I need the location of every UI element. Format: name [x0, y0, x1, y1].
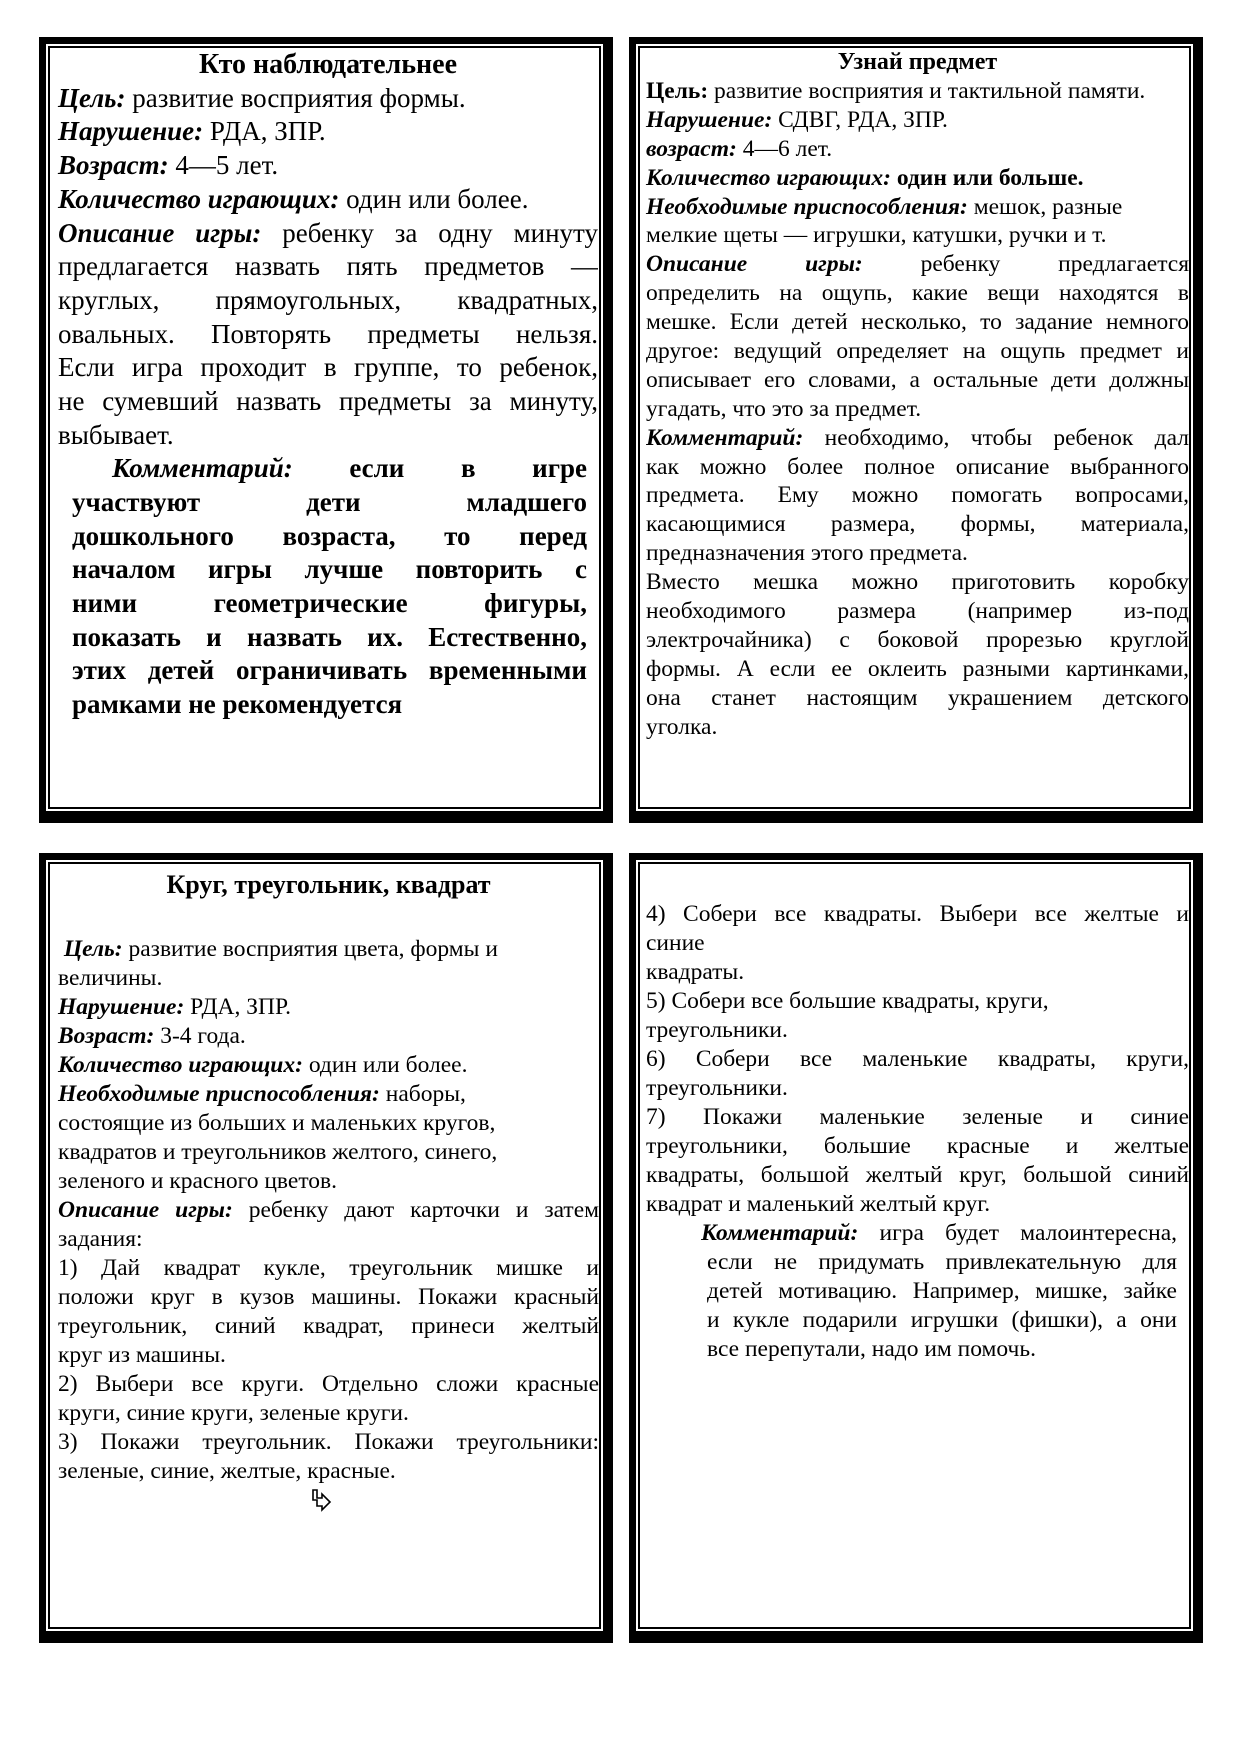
text-line [58, 1051, 599, 1080]
game-card-shapes [39, 853, 613, 1643]
text-run: круглых, прямоугольных, квадратных, [58, 284, 598, 315]
text-run: один или более. [302, 1052, 468, 1078]
comment-line [707, 1335, 1177, 1364]
comment-line [72, 688, 587, 722]
text-line [58, 1428, 599, 1457]
text-line [646, 221, 1189, 250]
text-run: и кукле подарили игрушки (фишки), а они [707, 1307, 1177, 1333]
text-run: если не придумать привлекательную для [707, 1249, 1177, 1275]
text-run: все перепутали, надо им помочь. [707, 1336, 1036, 1362]
comment-line [72, 486, 587, 520]
text-run: не сумевший назвать предметы за минуту, [58, 385, 598, 416]
text-run: уголка. [646, 713, 718, 740]
text-line [646, 135, 1189, 164]
text-run: рамками не рекомендуется [72, 689, 403, 720]
text-run: этих детей ограничивать временными [72, 655, 587, 686]
text-line [646, 1190, 1189, 1219]
text-line [646, 568, 1189, 597]
text-run: ребенку предлагается [862, 251, 1189, 278]
text-run: состоящие из больших и маленьких кругов, [58, 1110, 496, 1136]
text-run: один или больше. [890, 164, 1084, 191]
text-line [58, 217, 598, 251]
text-line [646, 106, 1189, 135]
text-line [646, 1074, 1189, 1103]
field-label: Нарушение: [58, 116, 204, 147]
text-run: 3) Покажи треугольник. Покажи треугольники: [58, 1429, 599, 1455]
field-label: Описание игры: [58, 1197, 233, 1223]
text-run: ними геометрические фигуры, [72, 588, 587, 619]
text-line [646, 250, 1189, 279]
text-run: 5) Собери все большие квадраты, круги, [646, 988, 1049, 1014]
text-line [58, 284, 598, 318]
text-run: началом игры лучше повторить с [72, 554, 587, 585]
text-run: игра будет малоинтересна, [858, 1220, 1177, 1246]
comment-line [72, 587, 587, 621]
text-line [646, 1132, 1189, 1161]
text-line [58, 1225, 599, 1254]
game-card-observant [39, 37, 613, 823]
text-line [58, 385, 598, 419]
text-run: участвуют дети младшего [72, 487, 587, 518]
field-label: Описание игры: [58, 217, 262, 248]
text-line [58, 935, 599, 964]
text-line [646, 900, 1189, 929]
text-run: 7) Покажи маленькие зеленые и синие [646, 1104, 1189, 1130]
comment-line [72, 621, 587, 655]
text-line [646, 193, 1189, 222]
text-line [58, 964, 599, 993]
text-run: угадать, что это за предмет. [646, 395, 922, 422]
text-line [58, 1196, 599, 1225]
text-run: ребенку дают карточки и затем [232, 1197, 599, 1223]
text-line [646, 1103, 1189, 1132]
card-title: Узнай предмет [837, 49, 998, 75]
text-line [646, 987, 1189, 1016]
text-run: предмета. Ему можно помогать вопросами, [646, 482, 1189, 509]
text-run: Вместо мешка можно приготовить коробку [646, 569, 1189, 596]
text-line [58, 115, 598, 149]
comment-line [72, 520, 587, 554]
text-line [646, 1045, 1189, 1074]
text-run: необходимо, чтобы ребенок дал [803, 424, 1189, 451]
text-run: положи круг в кузов машины. Покажи красный [58, 1284, 599, 1310]
text-line [58, 250, 598, 284]
text-run: предназначения этого предмета. [646, 540, 968, 567]
comment-line [707, 1277, 1177, 1306]
text-line [58, 351, 598, 385]
text-run: овальных. Повторять предметы нельзя. [58, 318, 598, 349]
text-line [646, 597, 1189, 626]
text-run: развитие восприятия и тактильной памяти. [708, 77, 1146, 104]
text-run: треугольник, синий квадрат, принеси желтый [58, 1313, 599, 1339]
field-label: Цель: [63, 936, 123, 962]
text-run: квадрат и маленький желтый круг. [646, 1191, 991, 1217]
card-title: Кто наблюдательнее [198, 49, 458, 80]
text-run: мешке. Если детей несколько, то задание немного [646, 309, 1189, 336]
pointer-arrow-icon [310, 1488, 332, 1512]
text-line [646, 308, 1189, 337]
text-run: 4—6 лет. [736, 135, 833, 162]
text-line [58, 1370, 599, 1399]
text-run: синие [646, 930, 705, 956]
text-line [58, 1312, 599, 1341]
text-run: квадраты. [646, 959, 745, 985]
text-run: детей мотивацию. Например, мишке, зайке [707, 1278, 1177, 1304]
card-title: Круг, треугольник, квадрат [166, 870, 491, 899]
text-line [646, 366, 1189, 395]
text-line [58, 183, 598, 217]
text-line [58, 1167, 599, 1196]
text-run: предлагается назвать пять предметов — [58, 251, 598, 282]
text-run: если в игре [292, 453, 587, 484]
text-run: мешок, разные [967, 193, 1123, 220]
text-line [58, 1254, 599, 1283]
text-run: ребенку за одну минуту [261, 217, 598, 248]
field-label: Цель: [58, 82, 126, 113]
text-run: описывает его словами, а остальные дети должны [646, 366, 1189, 393]
field-label: Количество играющих: [646, 164, 891, 191]
comment-line [72, 452, 587, 486]
text-run: 2) Выбери все круги. Отдельно сложи красные [58, 1371, 599, 1397]
text-line [646, 1016, 1189, 1045]
field-label: Описание игры: [646, 251, 863, 278]
text-run: другое: ведущий определяет на ощупь предмет и [646, 338, 1189, 365]
text-line [58, 1138, 599, 1167]
text-run: треугольники. [646, 1017, 788, 1043]
text-run: 4—5 лет. [168, 150, 279, 181]
text-run: 1) Дай квадрат кукле, треугольник мишке и [58, 1255, 599, 1281]
field-label: Комментарий: [701, 1220, 859, 1246]
text-line [646, 337, 1189, 366]
text-run: развитие восприятия формы. [125, 82, 466, 113]
text-line [58, 1341, 599, 1370]
game-card-shapes-continued [629, 853, 1203, 1643]
text-line [646, 279, 1189, 308]
text-run: зеленые, синие, желтые, красные. [58, 1458, 396, 1484]
text-run: касающимися размера, формы, материала, [646, 511, 1189, 538]
text-run: определить на ощупь, какие вещи находятся в [646, 280, 1189, 307]
text-line [646, 424, 1189, 453]
field-label: Нарушение: [646, 106, 773, 133]
text-line [646, 1161, 1189, 1190]
text-run: наборы, [379, 1081, 466, 1107]
field-label: Количество играющих: [58, 183, 340, 214]
field-label: Комментарий: [646, 424, 804, 451]
text-run: РДА, ЗПР. [184, 994, 291, 1020]
field-label: Нарушение: [58, 994, 185, 1020]
text-line [646, 713, 1189, 742]
field-label: возраст: [646, 135, 737, 162]
text-run: 4) Собери все квадраты. Выбери все желтые и [646, 901, 1189, 927]
comment-line [701, 1219, 1177, 1248]
comment-line [72, 654, 587, 688]
text-run: треугольники, большие красные и желтые [646, 1133, 1189, 1159]
text-run: СДВГ, РДА, ЗПР. [772, 106, 948, 133]
text-line [646, 929, 1189, 958]
text-line [58, 1022, 599, 1051]
comment-line [72, 553, 587, 587]
text-run: выбывает. [58, 419, 174, 450]
text-line [646, 510, 1189, 539]
field-label: Необходимые приспособления: [58, 1081, 380, 1107]
text-run: 6) Собери все маленькие квадраты, круги, [646, 1046, 1189, 1072]
text-run: квадраты, большой желтый круг, большой синий [646, 1162, 1189, 1188]
field-label: Необходимые приспособления: [646, 193, 968, 220]
text-run: показать и назвать их. Естественно, [72, 621, 587, 652]
text-run: величины. [58, 965, 163, 991]
text-run: РДА, ЗПР. [203, 116, 326, 147]
text-run: один или более. [339, 183, 529, 214]
text-run: треугольники. [646, 1075, 788, 1101]
text-line [58, 1399, 599, 1428]
text-run: 3-4 года. [154, 1023, 246, 1049]
text-line [58, 993, 599, 1022]
text-line [58, 82, 598, 116]
text-line [646, 395, 1189, 424]
text-line [646, 77, 1189, 106]
text-run: развитие восприятия цвета, формы и [122, 936, 498, 962]
text-line [646, 481, 1189, 510]
text-run: электрочайника) с боковой прорезью круглой [646, 626, 1189, 653]
text-run: задания: [58, 1226, 143, 1252]
field-label: Возраст: [58, 150, 169, 181]
field-label: Количество играющих: [58, 1052, 303, 1078]
text-line [646, 164, 1189, 193]
text-run: формы. А если ее оклеить разными картинками, [646, 655, 1189, 682]
text-line [58, 1457, 599, 1486]
text-run: Если игра проходит в группе, то ребенок, [58, 352, 598, 383]
text-line [646, 626, 1189, 655]
text-line [646, 958, 1189, 987]
text-run: мелкие щеты — игрушки, катушки, ручки и т. [646, 222, 1107, 249]
text-line [646, 655, 1189, 684]
text-run: как можно более полное описание выбранного [646, 453, 1189, 480]
text-run: круг из машины. [58, 1342, 226, 1368]
text-line [58, 149, 598, 183]
text-run: зеленого и красного цветов. [58, 1168, 338, 1194]
text-line [646, 453, 1189, 482]
text-run: дошкольного возраста, то перед [72, 520, 587, 551]
text-line [646, 539, 1189, 568]
text-run: квадратов и треугольников желтого, синего, [58, 1139, 498, 1165]
text-line [58, 1080, 599, 1109]
text-run: необходимого размера (например из-под [646, 598, 1189, 625]
text-line [58, 1109, 599, 1138]
text-run: Цель: [646, 77, 709, 104]
text-run: она станет настоящим украшением детского [646, 684, 1189, 711]
comment-line [707, 1306, 1177, 1335]
text-line [646, 684, 1189, 713]
comment-line [707, 1248, 1177, 1277]
game-card-guess-object [629, 37, 1203, 823]
text-line [58, 419, 598, 453]
text-line [58, 1283, 599, 1312]
text-run: круги, синие круги, зеленые круги. [58, 1400, 409, 1426]
field-label: Комментарий: [112, 453, 293, 484]
text-line [58, 318, 598, 352]
field-label: Возраст: [58, 1023, 155, 1049]
